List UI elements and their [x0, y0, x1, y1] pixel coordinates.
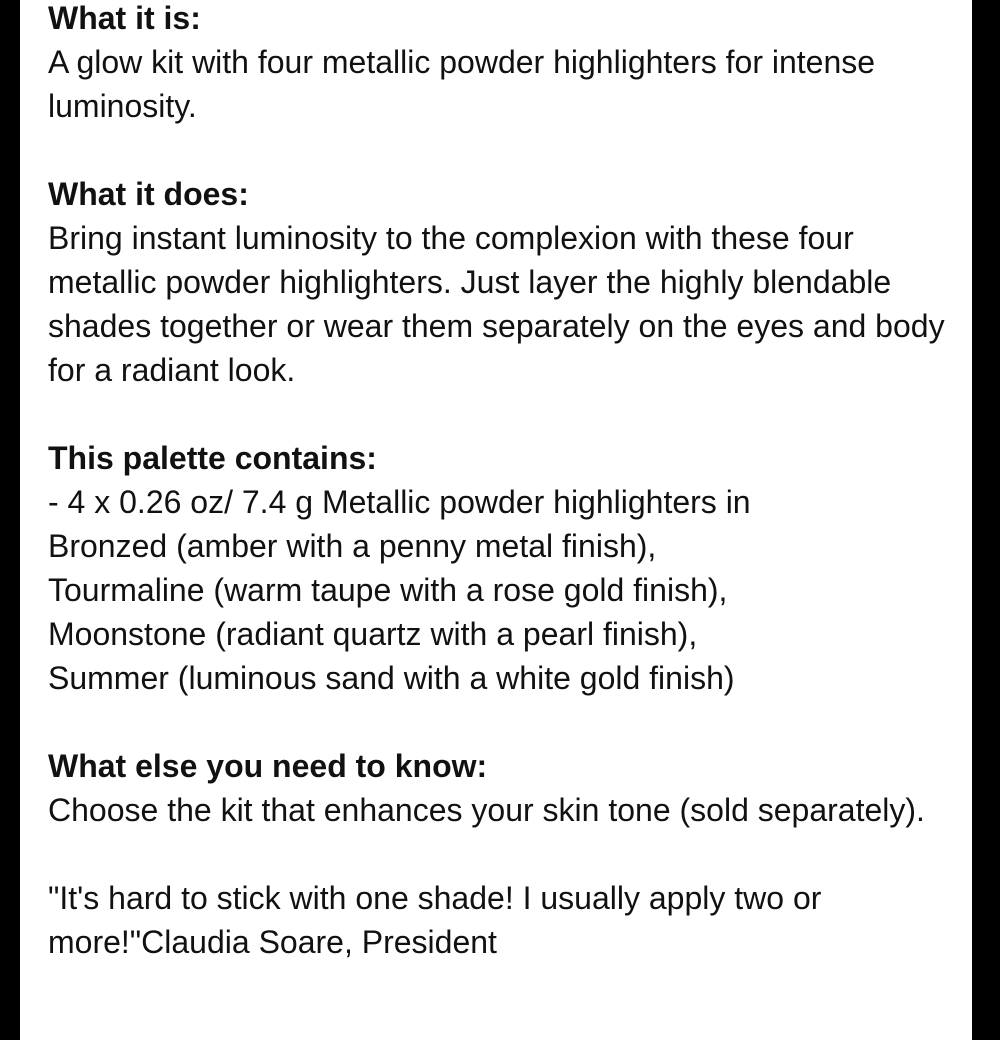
spacer: [48, 700, 958, 744]
founder-quote: "It's hard to stick with one shade! I usually apply two or more!"Claudia Soare, President: [48, 880, 822, 960]
document-panel: [20, 0, 972, 1040]
palette-line: Bronzed (amber with a penny metal finish),: [48, 528, 657, 564]
palette-line: - 4 x 0.26 oz/ 7.4 g Metallic powder highlighters in: [48, 484, 751, 520]
product-description: [48, 0, 958, 964]
spacer: [48, 128, 958, 172]
section-body-what-it-is: A glow kit with four metallic powder highlighters for intense luminosity.: [48, 44, 876, 124]
palette-line: Tourmaline (warm taupe with a rose gold finish),: [48, 572, 728, 608]
section-heading-palette-contains: This palette contains:: [48, 440, 377, 476]
spacer: [48, 392, 958, 436]
section-body-what-it-does: Bring instant luminosity to the complexion with these four metallic powder highlighters. Just layer the highly blendable shades together or wear them separately on the eyes and body for a radiant look.: [48, 220, 945, 388]
section-heading-what-it-is: What it is:: [48, 0, 201, 36]
section-heading-what-else: What else you need to know:: [48, 748, 488, 784]
section-heading-what-it-does: What it does:: [48, 176, 249, 212]
spacer: [48, 832, 958, 876]
palette-line: Summer (luminous sand with a white gold finish): [48, 660, 735, 696]
palette-line: Moonstone (radiant quartz with a pearl finish),: [48, 616, 698, 652]
section-body-what-else: Choose the kit that enhances your skin tone (sold separately).: [48, 792, 925, 828]
